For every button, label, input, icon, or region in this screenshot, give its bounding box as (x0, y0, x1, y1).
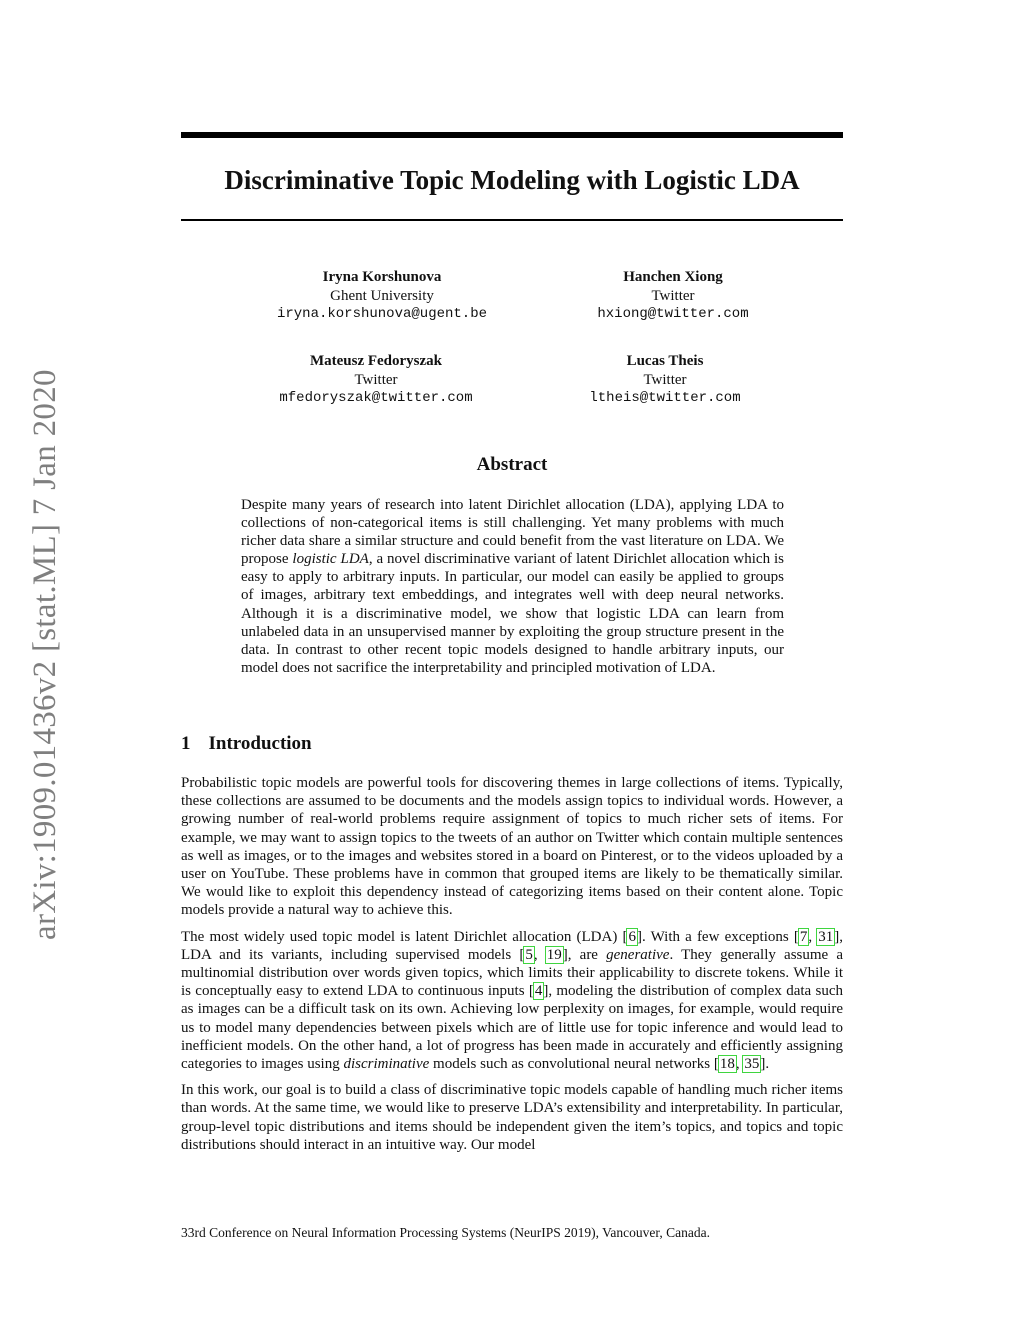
paragraph (181, 928, 843, 1074)
author-name: Lucas Theis (626, 353, 704, 369)
author-block (515, 352, 815, 408)
text-run: ], modeling the distribution of complex data such as images can be a difficult task on its own. Achieving low perplexity on images, for example, would require us to model many dependencies between pixels which are of little use for topic inference and would lead to inefficient models. On the other hand, a lot of progress has been made in accurately and efficiently assigning categories to images using (181, 983, 843, 1073)
conference-footnote: 33rd Conference on Neural Information Processing Systems (NeurIPS 2019), Vancouver, Canada. (181, 1225, 710, 1240)
author-email: mfedoryszak@twitter.com (279, 390, 473, 406)
author-name: Mateusz Fedoryszak (309, 353, 443, 369)
citation-link[interactable]: 35 (744, 1056, 760, 1073)
author-affiliation: Ghent University (330, 287, 434, 304)
author-email: hxiong@twitter.com (597, 306, 749, 322)
author-block (232, 268, 532, 324)
title-rule-bottom (181, 219, 843, 221)
title-rule-top (181, 132, 843, 138)
author-affiliation: Twitter (643, 371, 687, 388)
abstract-text-part: , a novel discriminative variant of latent Dirichlet allocation which is easy to apply to arbitrary inputs. In particular, our model can easily be applied to groups of images, arbitrary text embeddings, and integrates well with deep neural networks. Although it is a discriminative model, we show that logistic LDA can learn from unlabeled data in an unsupervised manner by exploiting the group structure present in the data. In contrast to other recent topic models designed to handle arbitrary inputs, our model does not sacrifice the interpretability and principled motivation of LDA. (241, 551, 784, 676)
section-title: Introduction (208, 733, 312, 754)
text-run: ]. (760, 1056, 770, 1073)
text-run: The most widely used topic model is latent Dirichlet allocation (LDA) [ (181, 928, 628, 945)
citation-link[interactable]: 4 (534, 983, 543, 1000)
introduction-body (181, 774, 843, 1162)
text-run: models such as convolutional neural networks [ (429, 1056, 719, 1073)
arxiv-identifier: arXiv:1909.01436v2 [stat.ML] 7 Jan 2020 (27, 369, 63, 940)
text-run: , (533, 946, 546, 963)
paper-title: Discriminative Topic Modeling with Logistic LDA (224, 165, 800, 195)
emphasis: generative (606, 946, 670, 963)
author-name: Hanchen Xiong (623, 269, 723, 285)
citation-link[interactable]: 7 (799, 928, 808, 945)
text-run: ]. With a few exceptions [ (636, 928, 799, 945)
abstract-text (241, 496, 784, 677)
citation-link[interactable]: 31 (818, 928, 834, 945)
paragraph: In this work, our goal is to build a class of discriminative topic models capable of handling much richer items than words. At the same time, we would like to preserve LDA’s extensibility and interpretability. In particular, group-level topic distributions and items should be independent given the item’s topics, and topics and topic distributions should interact in an intuitive way. Our model (181, 1082, 843, 1153)
text-run: , (735, 1056, 744, 1073)
emphasis: discriminative (343, 1056, 430, 1073)
author-affiliation: Twitter (354, 371, 398, 388)
abstract-text-part: Despite many years of research into latent Dirichlet allocation (LDA), applying LDA to collections of non-categorical items is still challenging. Yet many problems with much richer data share a similar structure and could benefit from the vast literature on LDA. We propose (241, 497, 784, 568)
abstract-emphasis: logistic LDA (292, 551, 369, 568)
citation-link[interactable]: 6 (628, 928, 636, 945)
author-block (523, 268, 823, 324)
text-run: ], LDA and its variants, including supervised models [ (181, 928, 844, 963)
citation-link[interactable]: 18 (719, 1056, 735, 1073)
text-run: , (808, 928, 818, 945)
author-affiliation: Twitter (651, 287, 695, 304)
author-block (226, 352, 526, 408)
paragraph: Probabilistic topic models are powerful tools for discovering themes in large collections of items. Typically, these collections are assumed to be documents and the models assign topics to individual words. However, a growing number of real-world problems require assignment of topics to much richer sets of items. For example, we may want to assign topics to the tweets of an author on Twitter which contain multiple sentences as well as images, or to the images and websites stored in a board on Pinterest, or to the videos uploaded by a user on YouTube. These problems have in common that grouped items are likely to be thematically similar. We would like to exploit this dependency instead of categorizing items based on their content alone. Topic models provide a natural way to achieve this. (181, 775, 843, 919)
citation-link[interactable]: 5 (525, 946, 533, 963)
section-number: 1 (181, 733, 191, 754)
author-name: Iryna Korshunova (322, 269, 442, 285)
abstract-heading: Abstract (476, 454, 548, 475)
text-run: . They generally assume a multinomial distribution over words given topics, which limits their applicability to discrete tokens. While it is conceptually easy to extend LDA to continuous inputs [ (181, 946, 844, 1000)
author-email: iryna.korshunova@ugent.be (276, 306, 488, 322)
text-run: ], are (562, 946, 607, 963)
citation-link[interactable]: 19 (546, 946, 562, 963)
author-email: ltheis@twitter.com (589, 390, 741, 406)
section-heading (181, 732, 312, 756)
